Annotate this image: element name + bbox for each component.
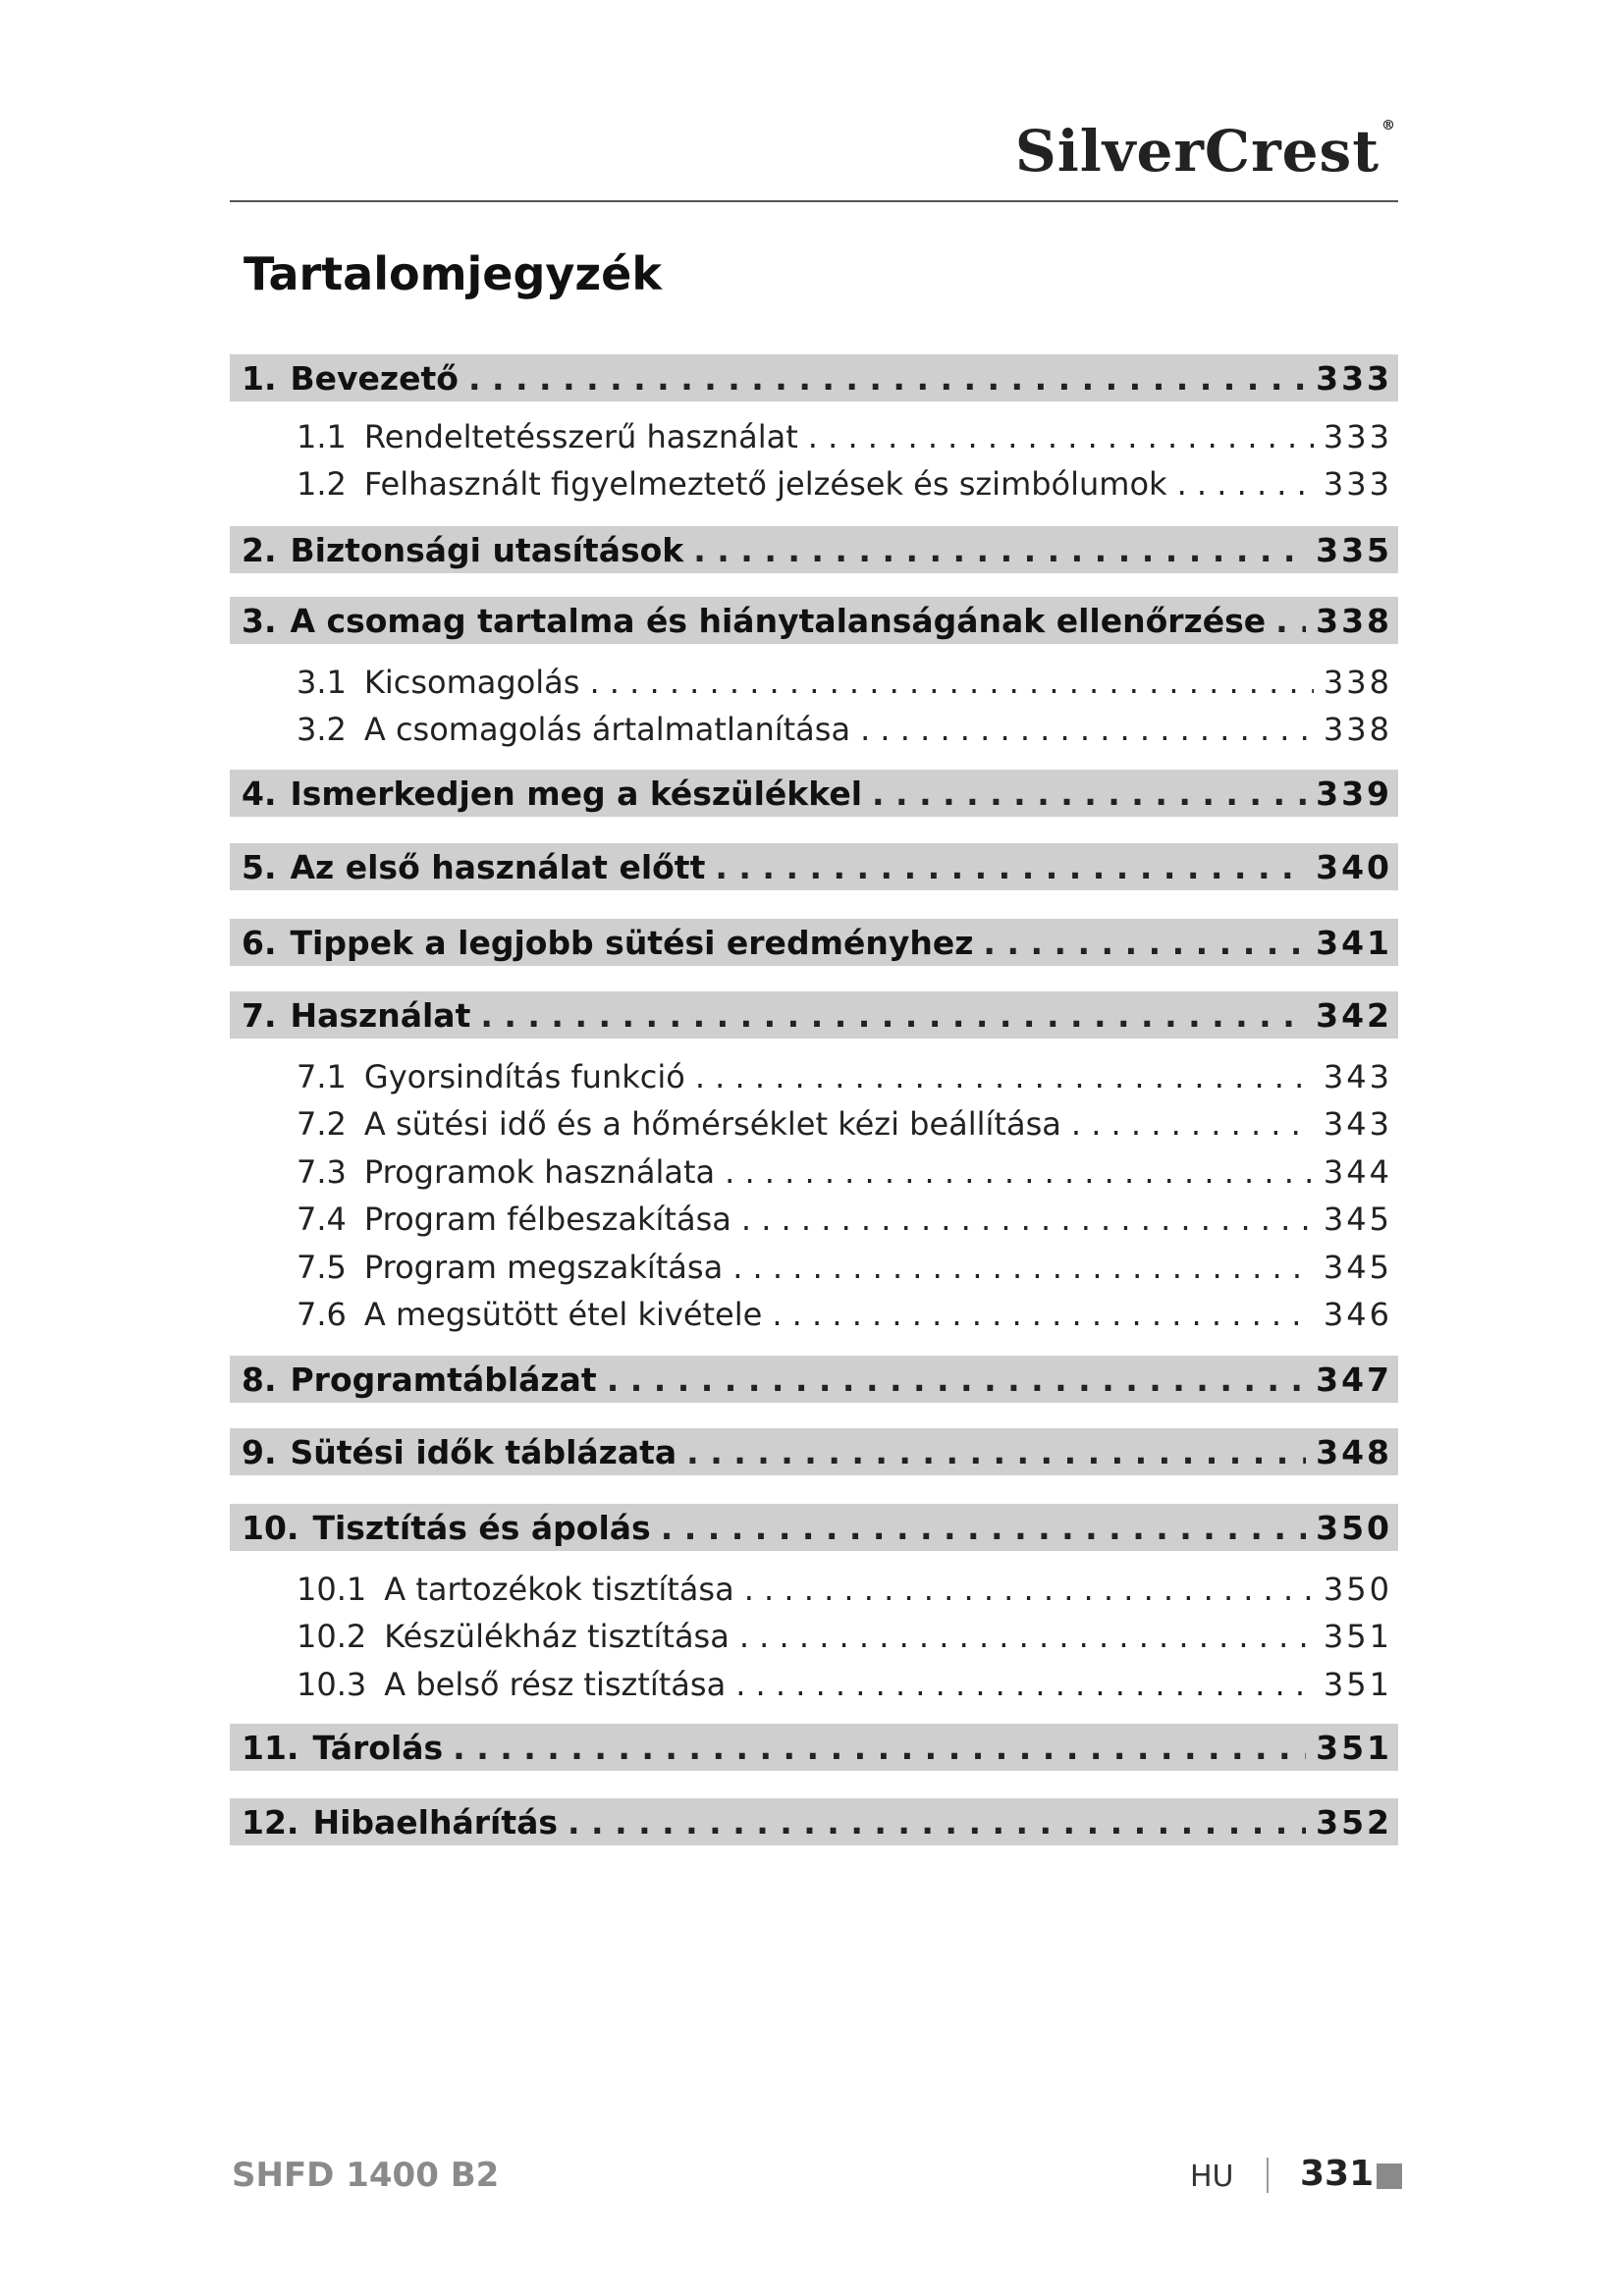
toc-entry-3[interactable] <box>230 597 1398 644</box>
toc-entry-7-3[interactable] <box>297 1153 1398 1191</box>
toc-label: Hibaelhárítás <box>312 1802 559 1842</box>
toc-label: Az első használat előtt <box>290 847 706 886</box>
footer-language: HU <box>1190 2160 1234 2194</box>
toc-leader-dots <box>695 1058 1314 1095</box>
toc-entry-10-2[interactable] <box>297 1618 1398 1655</box>
toc-leader-dots <box>1071 1105 1314 1143</box>
toc-leader-dots <box>686 1433 1306 1471</box>
toc-label: Programok használata <box>363 1153 716 1191</box>
toc-entry-11[interactable] <box>230 1724 1398 1771</box>
toc-page: 351 <box>1323 1618 1392 1655</box>
toc-number: 4. <box>242 774 277 813</box>
toc-number: 6. <box>242 923 277 962</box>
toc-page: 345 <box>1323 1249 1392 1286</box>
page-title: Tartalomjegyzék <box>244 247 662 300</box>
toc-label: A csomag tartalma és hiánytalanságának ellenőrzése <box>290 601 1267 640</box>
toc-entry-10[interactable] <box>230 1504 1398 1551</box>
header-divider <box>230 200 1398 202</box>
toc-label: Gyorsindítás funkció <box>363 1058 685 1095</box>
toc-page: 348 <box>1316 1432 1392 1471</box>
toc-page: 338 <box>1316 601 1392 640</box>
toc-page: 342 <box>1316 995 1392 1035</box>
toc-leader-dots <box>808 418 1314 455</box>
toc-number: 11. <box>242 1728 299 1767</box>
toc-entry-1-2[interactable] <box>297 465 1398 503</box>
toc-number: 7.2 <box>297 1105 347 1143</box>
toc-label: Készülékház tisztítása <box>384 1618 730 1655</box>
toc-page: 333 <box>1316 358 1392 398</box>
toc-number: 8. <box>242 1360 277 1399</box>
toc-number: 2. <box>242 530 277 569</box>
footer-model-number: SHFD 1400 B2 <box>232 2156 500 2195</box>
silvercrest-logo <box>1015 118 1396 185</box>
toc-leader-dots <box>735 1666 1314 1703</box>
footer-page-number: 331 <box>1300 2154 1375 2194</box>
toc-leader-dots <box>772 1296 1314 1333</box>
toc-number: 12. <box>242 1802 299 1842</box>
toc-entry-7-1[interactable] <box>297 1058 1398 1095</box>
toc-page: 333 <box>1323 465 1392 503</box>
toc-page: 344 <box>1323 1153 1392 1191</box>
toc-entry-7-2[interactable] <box>297 1105 1398 1143</box>
toc-number: 10. <box>242 1508 299 1547</box>
toc-leader-dots <box>732 1249 1314 1286</box>
toc-label: A csomagolás ártalmatlanítása <box>363 711 851 748</box>
toc-label: Tisztítás és ápolás <box>312 1508 651 1547</box>
toc-entry-10-1[interactable] <box>297 1571 1398 1608</box>
toc-number: 10.2 <box>297 1618 367 1655</box>
toc-entry-10-3[interactable] <box>297 1666 1398 1703</box>
toc-entry-7-5[interactable] <box>297 1249 1398 1286</box>
toc-entry-2[interactable] <box>230 526 1398 573</box>
toc-page: 333 <box>1323 418 1392 455</box>
toc-label: Tippek a legjobb sütési eredményhez <box>290 923 974 962</box>
toc-label: Bevezető <box>290 358 459 398</box>
toc-leader-dots <box>693 531 1306 569</box>
toc-entry-1[interactable] <box>230 354 1398 401</box>
toc-entry-12[interactable] <box>230 1798 1398 1845</box>
toc-leader-dots <box>739 1618 1314 1655</box>
toc-page: 338 <box>1323 664 1392 701</box>
toc-page: 343 <box>1323 1105 1392 1143</box>
toc-label: Sütési idők táblázata <box>290 1432 677 1471</box>
toc-entry-7[interactable] <box>230 991 1398 1039</box>
toc-leader-dots <box>1177 465 1314 503</box>
toc-page: 343 <box>1323 1058 1392 1095</box>
toc-page: 345 <box>1323 1201 1392 1238</box>
logo-text: SilverCrest <box>1014 118 1380 185</box>
toc-label: Rendeltetésszerű használat <box>363 418 798 455</box>
toc-leader-dots <box>468 359 1306 398</box>
toc-number: 3.1 <box>297 664 347 701</box>
toc-entry-8[interactable] <box>230 1356 1398 1403</box>
toc-page: 351 <box>1323 1666 1392 1703</box>
toc-label: Program félbeszakítása <box>363 1201 731 1238</box>
toc-page: 350 <box>1323 1571 1392 1608</box>
toc-number: 10.1 <box>297 1571 367 1608</box>
toc-label: Biztonsági utasítások <box>290 530 684 569</box>
toc-label: A belső rész tisztítása <box>384 1666 727 1703</box>
toc-leader-dots <box>480 996 1306 1035</box>
toc-number: 1.2 <box>297 465 347 503</box>
footer-square-icon <box>1377 2163 1402 2189</box>
toc-number: 5. <box>242 847 277 886</box>
toc-entry-7-4[interactable] <box>297 1201 1398 1238</box>
toc-leader-dots <box>983 924 1306 962</box>
toc-label: Ismerkedjen meg a készülékkel <box>290 774 863 813</box>
toc-entry-9[interactable] <box>230 1428 1398 1475</box>
toc-entry-5[interactable] <box>230 843 1398 890</box>
toc-number: 3. <box>242 601 277 640</box>
toc-label: A megsütött étel kivétele <box>363 1296 763 1333</box>
toc-leader-dots <box>453 1729 1306 1767</box>
toc-page: 335 <box>1316 530 1392 569</box>
toc-number: 7.6 <box>297 1296 347 1333</box>
toc-page: 339 <box>1316 774 1392 813</box>
toc-leader-dots <box>725 1153 1314 1191</box>
toc-entry-3-1[interactable] <box>297 664 1398 701</box>
footer-separator <box>1267 2158 1269 2193</box>
toc-number: 7.3 <box>297 1153 347 1191</box>
toc-number: 1. <box>242 358 277 398</box>
toc-number: 7.1 <box>297 1058 347 1095</box>
toc-number: 9. <box>242 1432 277 1471</box>
toc-entry-4[interactable] <box>230 770 1398 817</box>
toc-label: Tárolás <box>312 1728 444 1767</box>
toc-leader-dots <box>860 711 1314 748</box>
toc-label: A sütési idő és a hőmérséklet kézi beállítása <box>363 1105 1061 1143</box>
toc-number: 10.3 <box>297 1666 367 1703</box>
toc-leader-dots <box>607 1361 1306 1399</box>
toc-number: 3.2 <box>297 711 347 748</box>
toc-label: Programtáblázat <box>290 1360 597 1399</box>
toc-page: 346 <box>1323 1296 1392 1333</box>
toc-leader-dots <box>661 1509 1306 1547</box>
toc-label: A tartozékok tisztítása <box>384 1571 734 1608</box>
toc-number: 1.1 <box>297 418 347 455</box>
toc-page: 352 <box>1316 1802 1392 1842</box>
toc-number: 7. <box>242 995 277 1035</box>
toc-page: 351 <box>1316 1728 1392 1767</box>
toc-leader-dots <box>872 774 1306 813</box>
toc-page: 341 <box>1316 923 1392 962</box>
toc-leader-dots <box>744 1571 1314 1608</box>
toc-leader-dots <box>741 1201 1314 1238</box>
toc-label: Felhasznált figyelmeztető jelzések és szimbólumok <box>363 465 1167 503</box>
toc-number: 7.5 <box>297 1249 347 1286</box>
toc-leader-dots <box>568 1803 1306 1842</box>
toc-entry-3-2[interactable] <box>297 711 1398 748</box>
toc-label: Program megszakítása <box>363 1249 724 1286</box>
toc-entry-6[interactable] <box>230 919 1398 966</box>
toc-entry-1-1[interactable] <box>297 418 1398 455</box>
registered-mark: ® <box>1381 118 1396 133</box>
toc-label: Használat <box>290 995 471 1035</box>
toc-number: 7.4 <box>297 1201 347 1238</box>
toc-page: 347 <box>1316 1360 1392 1399</box>
toc-label: Kicsomagolás <box>363 664 580 701</box>
toc-entry-7-6[interactable] <box>297 1296 1398 1333</box>
toc-page: 350 <box>1316 1508 1392 1547</box>
toc-leader-dots <box>1275 602 1306 640</box>
toc-leader-dots <box>715 848 1306 886</box>
toc-page: 338 <box>1323 711 1392 748</box>
toc-page: 340 <box>1316 847 1392 886</box>
toc-leader-dots <box>589 664 1313 701</box>
